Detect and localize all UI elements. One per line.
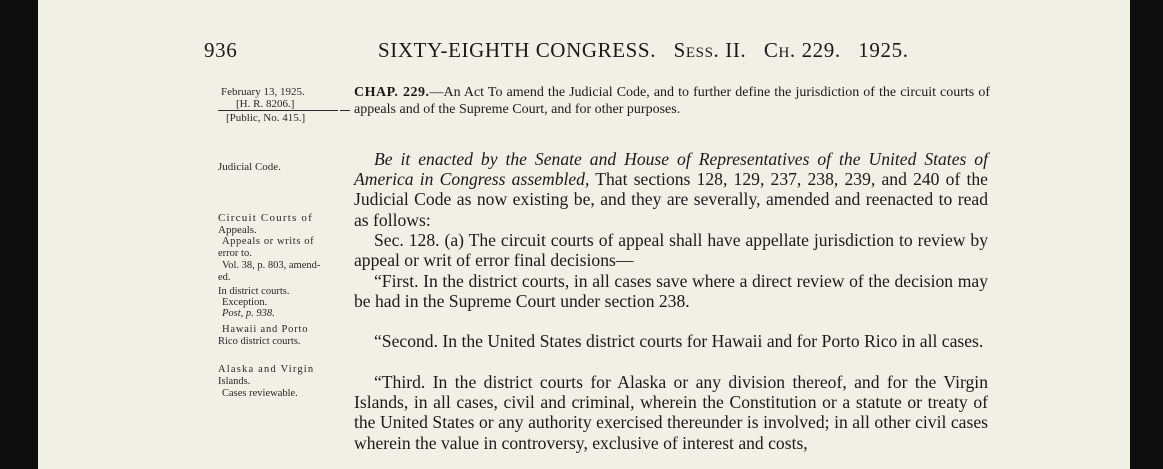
margin-circuit-1: Circuit Courts of xyxy=(218,212,313,224)
margin-bill: [H. R. 8206.] xyxy=(236,98,295,110)
congress-title: SIXTY-EIGHTH CONGRESS. xyxy=(378,38,657,62)
enacting-text: That sections 128, 129, 237, 238, 239, and 240 of the Judicial Code as now existing be, and they are severally, amended and reenacted to read as follows: xyxy=(354,169,988,230)
third-paragraph: “Third. In the district courts for Alaska or any division thereof, and for the Virgin Islands, in all cases, civil and criminal, wherein the Constitution or a statute or treaty of the United States or any authority exercised thereunder is involved; in all other civil cases wherein the value in controversy, exclusive of interest and costs, xyxy=(354,372,988,453)
margin-rule xyxy=(218,110,338,111)
margin-circuit-2: Appeals. xyxy=(218,224,257,236)
running-title xyxy=(378,38,909,63)
margin-judicial-code: Judicial Code. xyxy=(218,161,281,173)
session-label: Sess. II. xyxy=(673,38,747,62)
chapter-number: CHAP. 229. xyxy=(354,85,430,100)
enacting-clause xyxy=(354,149,988,230)
margin-alaska-2: Islands. xyxy=(218,376,251,387)
margin-cases: Cases reviewable. xyxy=(222,388,298,399)
page-number: 936 xyxy=(204,38,238,62)
margin-alaska-1: Alaska and Virgin xyxy=(218,364,315,375)
document-page xyxy=(38,0,1130,469)
chapter-title: —An Act To amend the Judicial Code, and to further define the jurisdiction of the circuit courts of appeals and of the Supreme Court, and for other purposes. xyxy=(354,85,990,117)
margin-vol-2: ed. xyxy=(218,272,231,283)
margin-exception: Exception. xyxy=(222,297,268,308)
margin-public: [Public, No. 415.] xyxy=(226,112,306,124)
scan-left-edge xyxy=(0,0,38,469)
margin-district: In district courts. xyxy=(218,286,290,297)
second-paragraph: “Second. In the United States district courts for Hawaii and for Porto Rico in all cases. xyxy=(374,331,984,351)
year-label: 1925. xyxy=(858,38,909,62)
margin-vol-1: Vol. 38, p. 803, amend- xyxy=(222,260,321,271)
margin-post: Post, p. 938. xyxy=(222,308,275,319)
margin-appeals-2: error to. xyxy=(218,248,252,259)
first-paragraph: “First. In the district courts, in all cases save where a direct review of the decision may be had in the Supreme Court under section 238. xyxy=(354,271,988,312)
section-128-paragraph: Sec. 128. (a) The circuit courts of appeal shall have appellate jurisdiction to review by appeal or writ of error final decisions— xyxy=(354,230,988,271)
margin-hawaii-2: Rico district courts. xyxy=(218,336,301,347)
margin-appeals-1: Appeals or writs of xyxy=(222,236,315,247)
margin-hawaii-1: Hawaii and Porto xyxy=(222,324,309,335)
margin-dash xyxy=(340,110,350,111)
scan-right-edge xyxy=(1130,0,1163,469)
enacting-formula: Be it enacted by the Senate and House of Representatives of the United States of America in Congress assembled, xyxy=(354,149,988,190)
margin-date: February 13, 1925. xyxy=(221,86,305,98)
chapter-label: Ch. 229. xyxy=(763,38,841,62)
chapter-heading xyxy=(354,84,990,118)
